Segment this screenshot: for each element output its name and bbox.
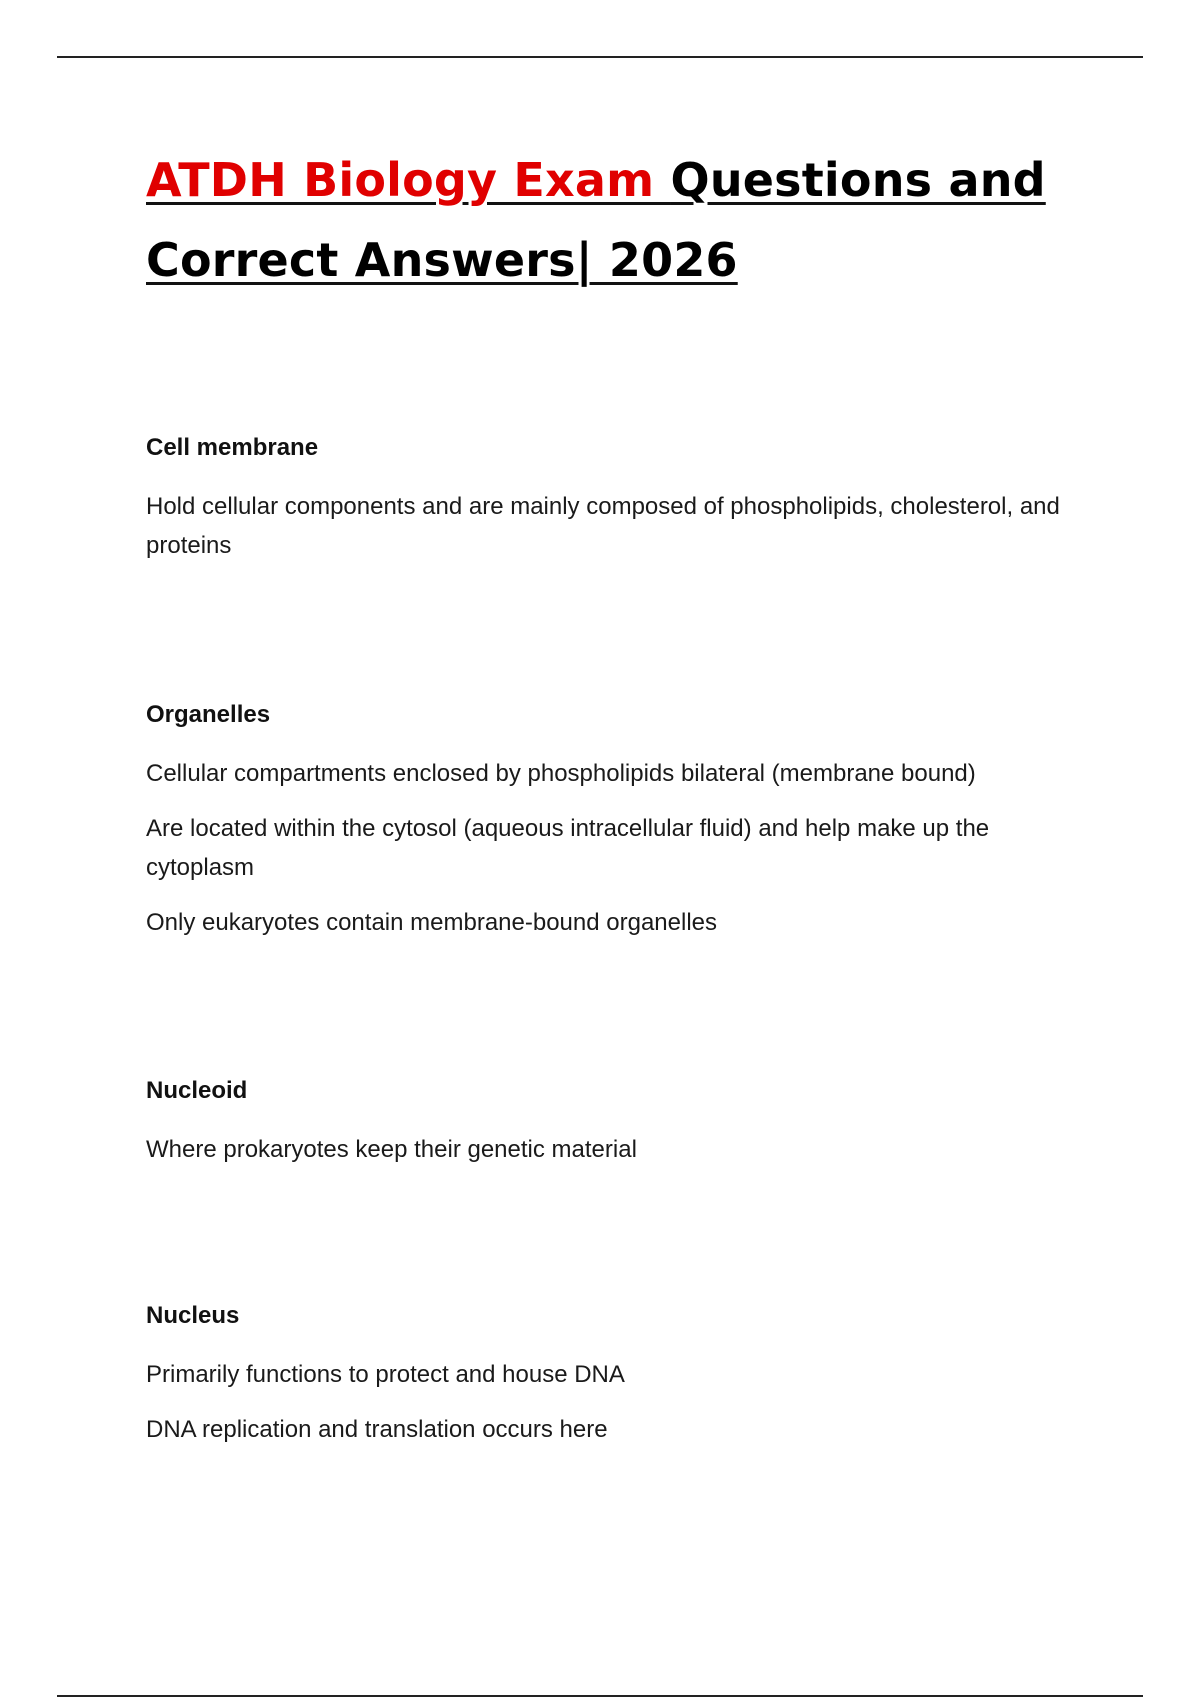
- footer-rule: [57, 1695, 1143, 1697]
- definition-text: Primarily functions to protect and house DNA: [146, 1361, 625, 1388]
- page-title-red: ATDH Biology Exam: [146, 153, 671, 207]
- definition-text: Cellular compartments enclosed by phospholipids bilateral (membrane bound): [146, 760, 976, 787]
- definition-text: Are located within the cytosol (aqueous intracellular fluid) and help make up the cytoplasm: [146, 815, 990, 881]
- page-title-black: Questions and Correct Answers| 2026: [146, 153, 1046, 287]
- term-heading: Nucleoid: [146, 1077, 248, 1104]
- entry-organelles: [146, 700, 1096, 958]
- entry-cell-membrane: [146, 433, 1096, 581]
- term-heading: Cell membrane: [146, 434, 319, 461]
- entry-nucleoid: [146, 1076, 1096, 1185]
- entry-nucleus: [146, 1301, 1096, 1465]
- term-heading: Organelles: [146, 701, 271, 728]
- definition-text: DNA replication and translation occurs here: [146, 1416, 608, 1443]
- term-heading: Nucleus: [146, 1302, 240, 1329]
- page-title: [146, 140, 1106, 300]
- definition-text: Hold cellular components and are mainly composed of phospholipids, cholesterol, and proteins: [146, 493, 1060, 559]
- header-rule: [57, 56, 1143, 58]
- definition-text: Only eukaryotes contain membrane-bound organelles: [146, 909, 717, 936]
- definition-text: Where prokaryotes keep their genetic material: [146, 1136, 637, 1163]
